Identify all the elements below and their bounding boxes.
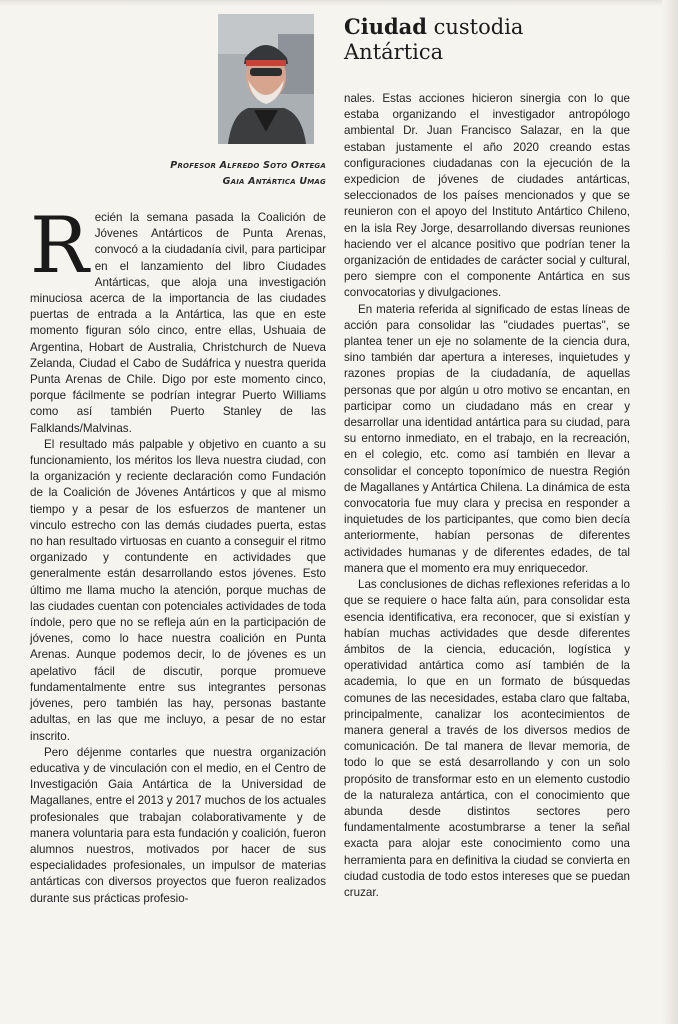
author-organization: Gaia Antártica Umag xyxy=(222,176,326,187)
paragraph-3: Pero déjenme contarles que nuestra organización educativa y de vinculación con el medio, en el Centro de Investigación Gaia Antártica de la Universidad de Magallanes, entre el 2013 y 2017 muchos de los actuales profesionales que trabajan colaborativamente y de manera voluntaria para esta fundación y coalición, fueron alumnos nuestros, motivados por hacer de sus especialidades profesionales, un impulsor de materias antárticas con diversos proyectos que fueron realizados durante sus prácticas profesio- xyxy=(30,745,326,905)
right-column xyxy=(344,91,630,901)
author-byline xyxy=(30,158,326,190)
page-edge xyxy=(662,0,678,1024)
paragraph-1 xyxy=(30,201,326,437)
author-name: Profesor Alfredo Soto Ortega xyxy=(170,160,326,171)
paragraph-5: En materia referida al significado de estas líneas de acción para consolidar las "ciudades puertas", se plantea tener un eje no solamente de la ciencia dura, sino también dar apertura a intereses, inquietudes y razones propias de la ciudadanía, de aquellas personas que por algún u otro motivo se encantan, en participar como un ciudadano más en crear y desarrollar una identidad antártica para su ciudad, para su entorno inmediato, en el trabajo, en la recreación, en el colegio, etc. como así también en llevar a consolidar el concepto toponímico de nuestra Región de Magallanes y Antártica Chilena. La dinámica de esta convocatoria fue muy clara y precisa en responder a inquietudes de los participantes, que como bien decía anteriormente, habían personas de diferentes actividades humanas y de diferentes edades, de tal manera que el momento era muy enriquecedor. xyxy=(344,302,630,575)
paragraph-1-text: ecién la semana pasada la Coalición de Jóvenes Antárticos de Punta Arenas, convocó a la ciudadanía civil, para participar en el lanzamiento del libro Ciudades Antárticas, que aloja una investigación minuciosa acerca de la importancia de las ciudades puertas de entrada a la Antártica, las que en este momento figuran sólo cinco, entre ellas, Ushuaia de Argentina, Hobart de Australia, Christchurch de Nueva Zelanda, Ciudad el Cabo de Sudáfrica y nuestra querida Punta Arenas de Chile. Digo por este momento cinco, porque fácilmente se podrían integrar Puerto Williams como así también Puerto Stanley de las Falklands/Malvinas. xyxy=(30,211,326,435)
title-bold-word: Ciudad xyxy=(344,14,427,39)
paragraph-4: nales. Estas acciones hicieron sinergia con lo que estaba organizando el investigador antropólogo ambiental Dr. Juan Francisco Salazar, en la que estaban justamente el año 2020 creando estas configuraciones ciudadanas con la ejecución de la expedicion de jóvenes de ciudades antárticas, seleccionados de los países mencionados y que se reunieron con el apoyo del Instituto Antártico Chileno, en la isla Rey Jorge, desarrollando diversas reuniones haciendo ver el alcance positivo que podrían tener la organización de entidades de carácter social y cultural, pero siempre con el componente Antártica en sus convocatorias y divulgaciones. xyxy=(344,92,630,300)
article-title xyxy=(344,14,644,65)
drop-cap: R xyxy=(30,201,89,291)
title-rest: custodia xyxy=(426,15,524,39)
paragraph-2: El resultado más palpable y objetivo en cuanto a su funcionamiento, los méritos los lleva nuestra ciudad, con la organización y reciente declaración como Fundación de la Coalición de Jóvenes Antárticos y que al mismo tiempo y a pesar de los esfuerzos de mantener un vinculo estrecho con las demás ciudades puerta, estas no han resultado virtuosas en cuanto a conseguir el ritmo organizado y contundente en actividades que generalmente están desarrollando estos jóvenes. Esto último me llama mucho la atención, porque muchas de las ciudades cuentan con potenciales actividades de toda índole, pero que no se refleja aún en la participación de jóvenes, como lo hace nuestra coalición en Punta Arenas. Aunque podemos decir, lo de jóvenes es un apelativo fácil de discutir, porque promueve fundamentalmente entre sus integrantes personas jóvenes, pero también las hay, personas bastante adultas, en las que me incluyo, a pesar de no estar inscrito. xyxy=(30,437,326,743)
title-line-2: Antártica xyxy=(344,40,444,64)
author-photo xyxy=(218,14,314,144)
paragraph-6: Las conclusiones de dichas reflexiones referidas a lo que se requiere o hace falta aún, para consolidar esta esencia identificativa, era reconocer, que si existían y habían muchas actividades que desde diferentes ámbitos de la ciencia, educación, logística y operatividad antártica como así también de la academia, lo que en un formato de búsquedas comunes de las necesidades, estaba claro que faltaba, principalmente, canalizar los acontecimientos de manera general a través de los diversos medios de comunicación. De tal manera de llevar memoria, de todo lo que se está desarrollando y con un solo propósito de transformar esto en un elemento custodio de la naturaleza antártica, con el conocimiento que abunda desde distintos sectores pero fundamentalmente acostumbrarse a tener la señal exacta para alojar este conocimiento como una herramienta para en definitiva la ciudad se convierta en ciudad custodia de todo estos intereses que se puedan cruzar. xyxy=(344,578,630,899)
author-portrait-illustration xyxy=(218,14,314,144)
page-top-shadow xyxy=(0,0,678,6)
left-column xyxy=(30,201,326,907)
